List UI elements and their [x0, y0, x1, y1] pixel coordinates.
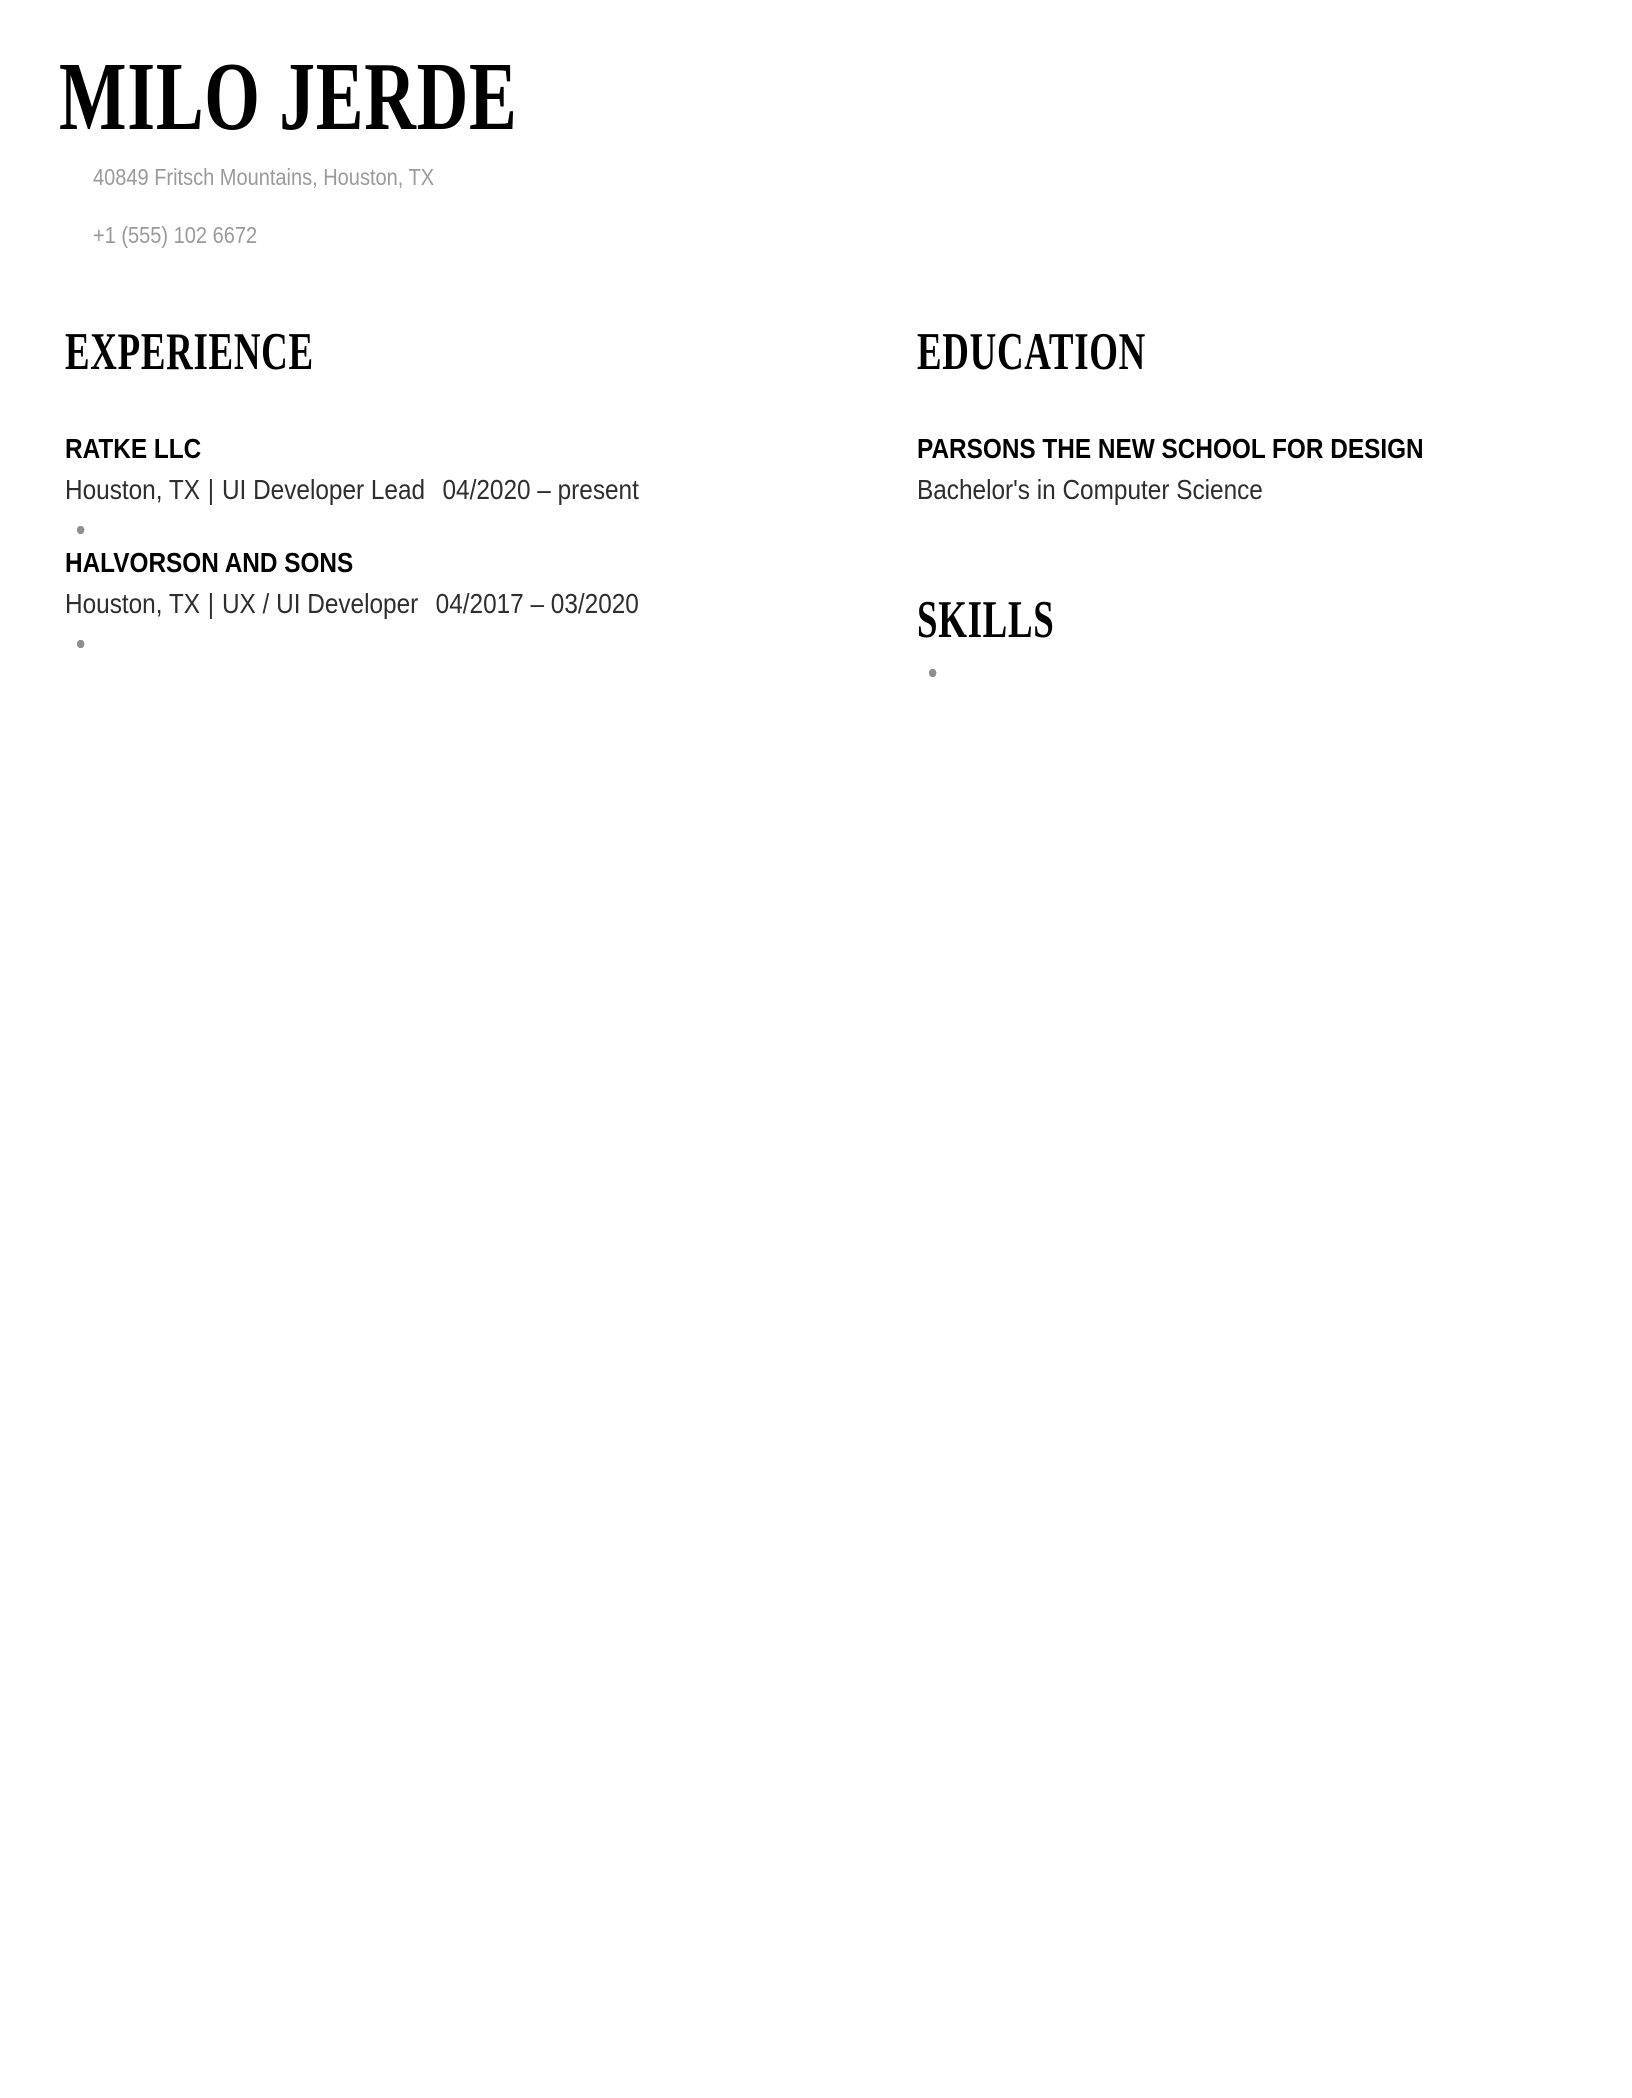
candidate-name: MILO JERDE: [59, 43, 518, 151]
job-dates: 04/2017 – 03/2020: [435, 588, 639, 619]
resume-header: [59, 43, 687, 250]
candidate-name-heading: [59, 43, 687, 151]
school-name: PARSONS THE NEW SCHOOL FOR DESIGN: [917, 433, 1424, 464]
job-list: [65, 435, 887, 618]
separator: |: [207, 588, 215, 619]
experience-heading: [65, 325, 887, 379]
job-entry: [65, 549, 887, 618]
education-heading-text: EDUCATION: [917, 323, 1146, 381]
job-meta: [65, 590, 887, 618]
job-title: UI Developer Lead: [221, 474, 426, 505]
company-name: HALVORSON AND SONS: [65, 547, 354, 578]
experience-section: [65, 325, 887, 624]
company-name: RATKE LLC: [65, 433, 202, 464]
education-skills-section: [917, 325, 1570, 653]
phone: +1 (555) 102 6672: [93, 222, 258, 248]
job-dates: 04/2020 – present: [442, 474, 639, 505]
job-entry: [65, 435, 887, 504]
skills-heading: [917, 593, 1570, 647]
contact-block: [93, 162, 610, 250]
education-heading: [917, 325, 1570, 379]
skills-heading-text: SKILLS: [917, 591, 1055, 649]
job-meta: [65, 476, 887, 504]
job-title: UX / UI Developer: [221, 588, 419, 619]
job-location: Houston, TX: [65, 588, 200, 619]
degree: Bachelor's in Computer Science: [917, 474, 1263, 505]
separator: |: [207, 474, 215, 505]
experience-heading-text: EXPERIENCE: [65, 323, 314, 381]
job-location: Houston, TX: [65, 474, 200, 505]
address: 40849 Fritsch Mountains, Houston, TX: [93, 164, 435, 190]
